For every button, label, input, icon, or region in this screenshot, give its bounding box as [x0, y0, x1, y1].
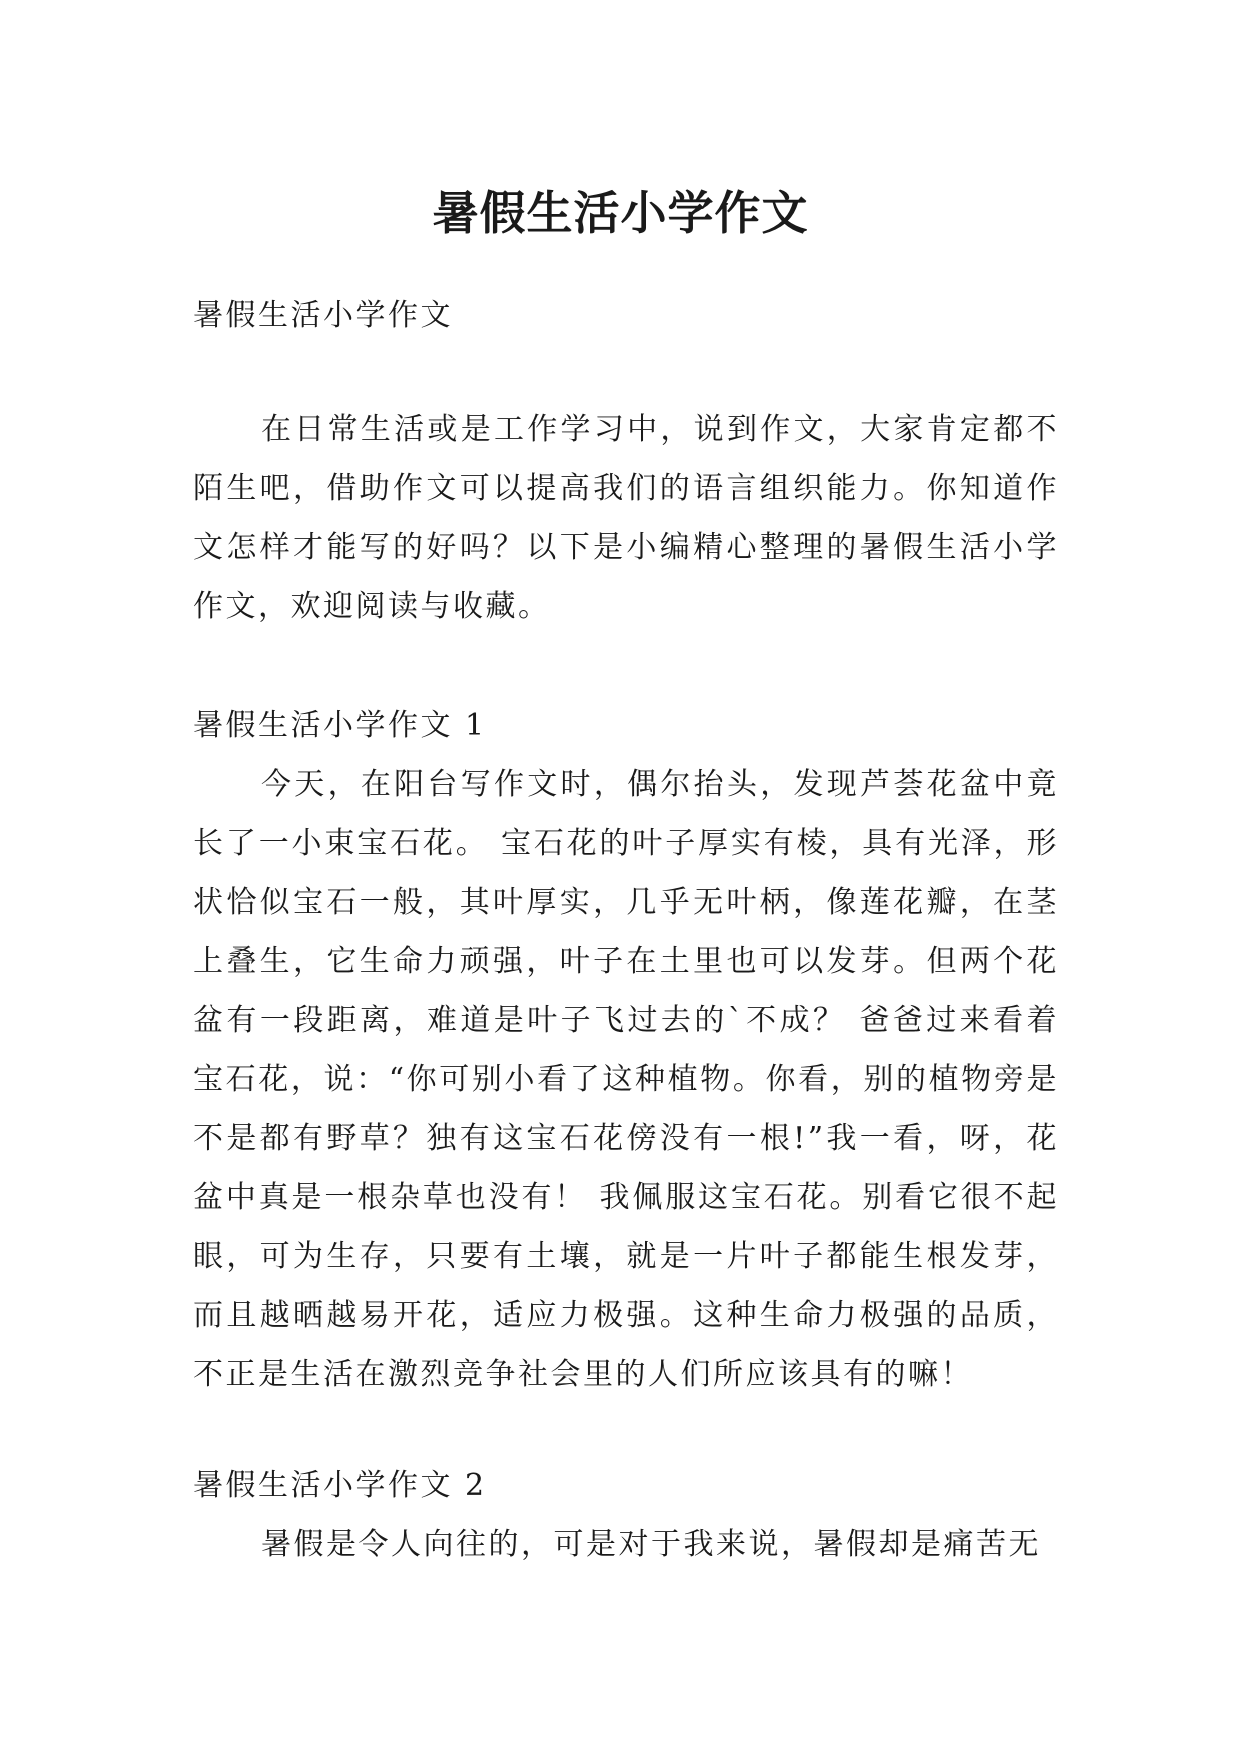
section-heading: 暑假生活小学作文 1 — [193, 708, 487, 743]
section-body: 今天，在阳台写作文时，偶尔抬头，发现芦荟花盆中竟长了一小束宝石花。 宝石花的叶子厚实有棱，具有光泽，形状恰似宝石一般，其叶厚实，几乎无叶柄，像莲花瓣，在茎上叠生，它生命力顽强，叶子在土里也可以发芽。但两个花盆有一段距离，难道是叶子飞过去的`不成？ 爸爸过来看着宝石花，说：“你可别小看了这种植物。你看，别的植物旁是不是都有野草？独有这宝石花傍没有一根!”我一看，呀，花盆中真是一根杂草也没有！ 我佩服这宝石花。别看它很不起眼，可为生存，只要有土壤，就是一片叶子都能生根发芽，而且越晒越易开花，适应力极强。这种生命力极强的品质，不正是生活在激烈竞争社会里的人们所应该具有的嘛！ — [193, 767, 1059, 1392]
document-subtitle-block — [193, 286, 1059, 345]
intro-block — [193, 400, 1059, 636]
section-heading: 暑假生活小学作文 2 — [193, 1468, 487, 1503]
intro-paragraph: 在日常生活或是工作学习中，说到作文，大家肯定都不陌生吧，借助作文可以提高我们的语言组织能力。你知道作文怎样才能写的好吗？以下是小编精心整理的暑假生活小学作文，欢迎阅读与收藏。 — [193, 412, 1059, 624]
essay-section-1 — [193, 696, 1059, 1404]
document-title: 暑假生活小学作文 — [432, 185, 809, 240]
essay-section-2 — [193, 1456, 1059, 1574]
section-body: 暑假是令人向往的，可是对于我来说，暑假却是痛苦无 — [261, 1527, 1041, 1562]
document-subtitle: 暑假生活小学作文 — [193, 298, 453, 333]
